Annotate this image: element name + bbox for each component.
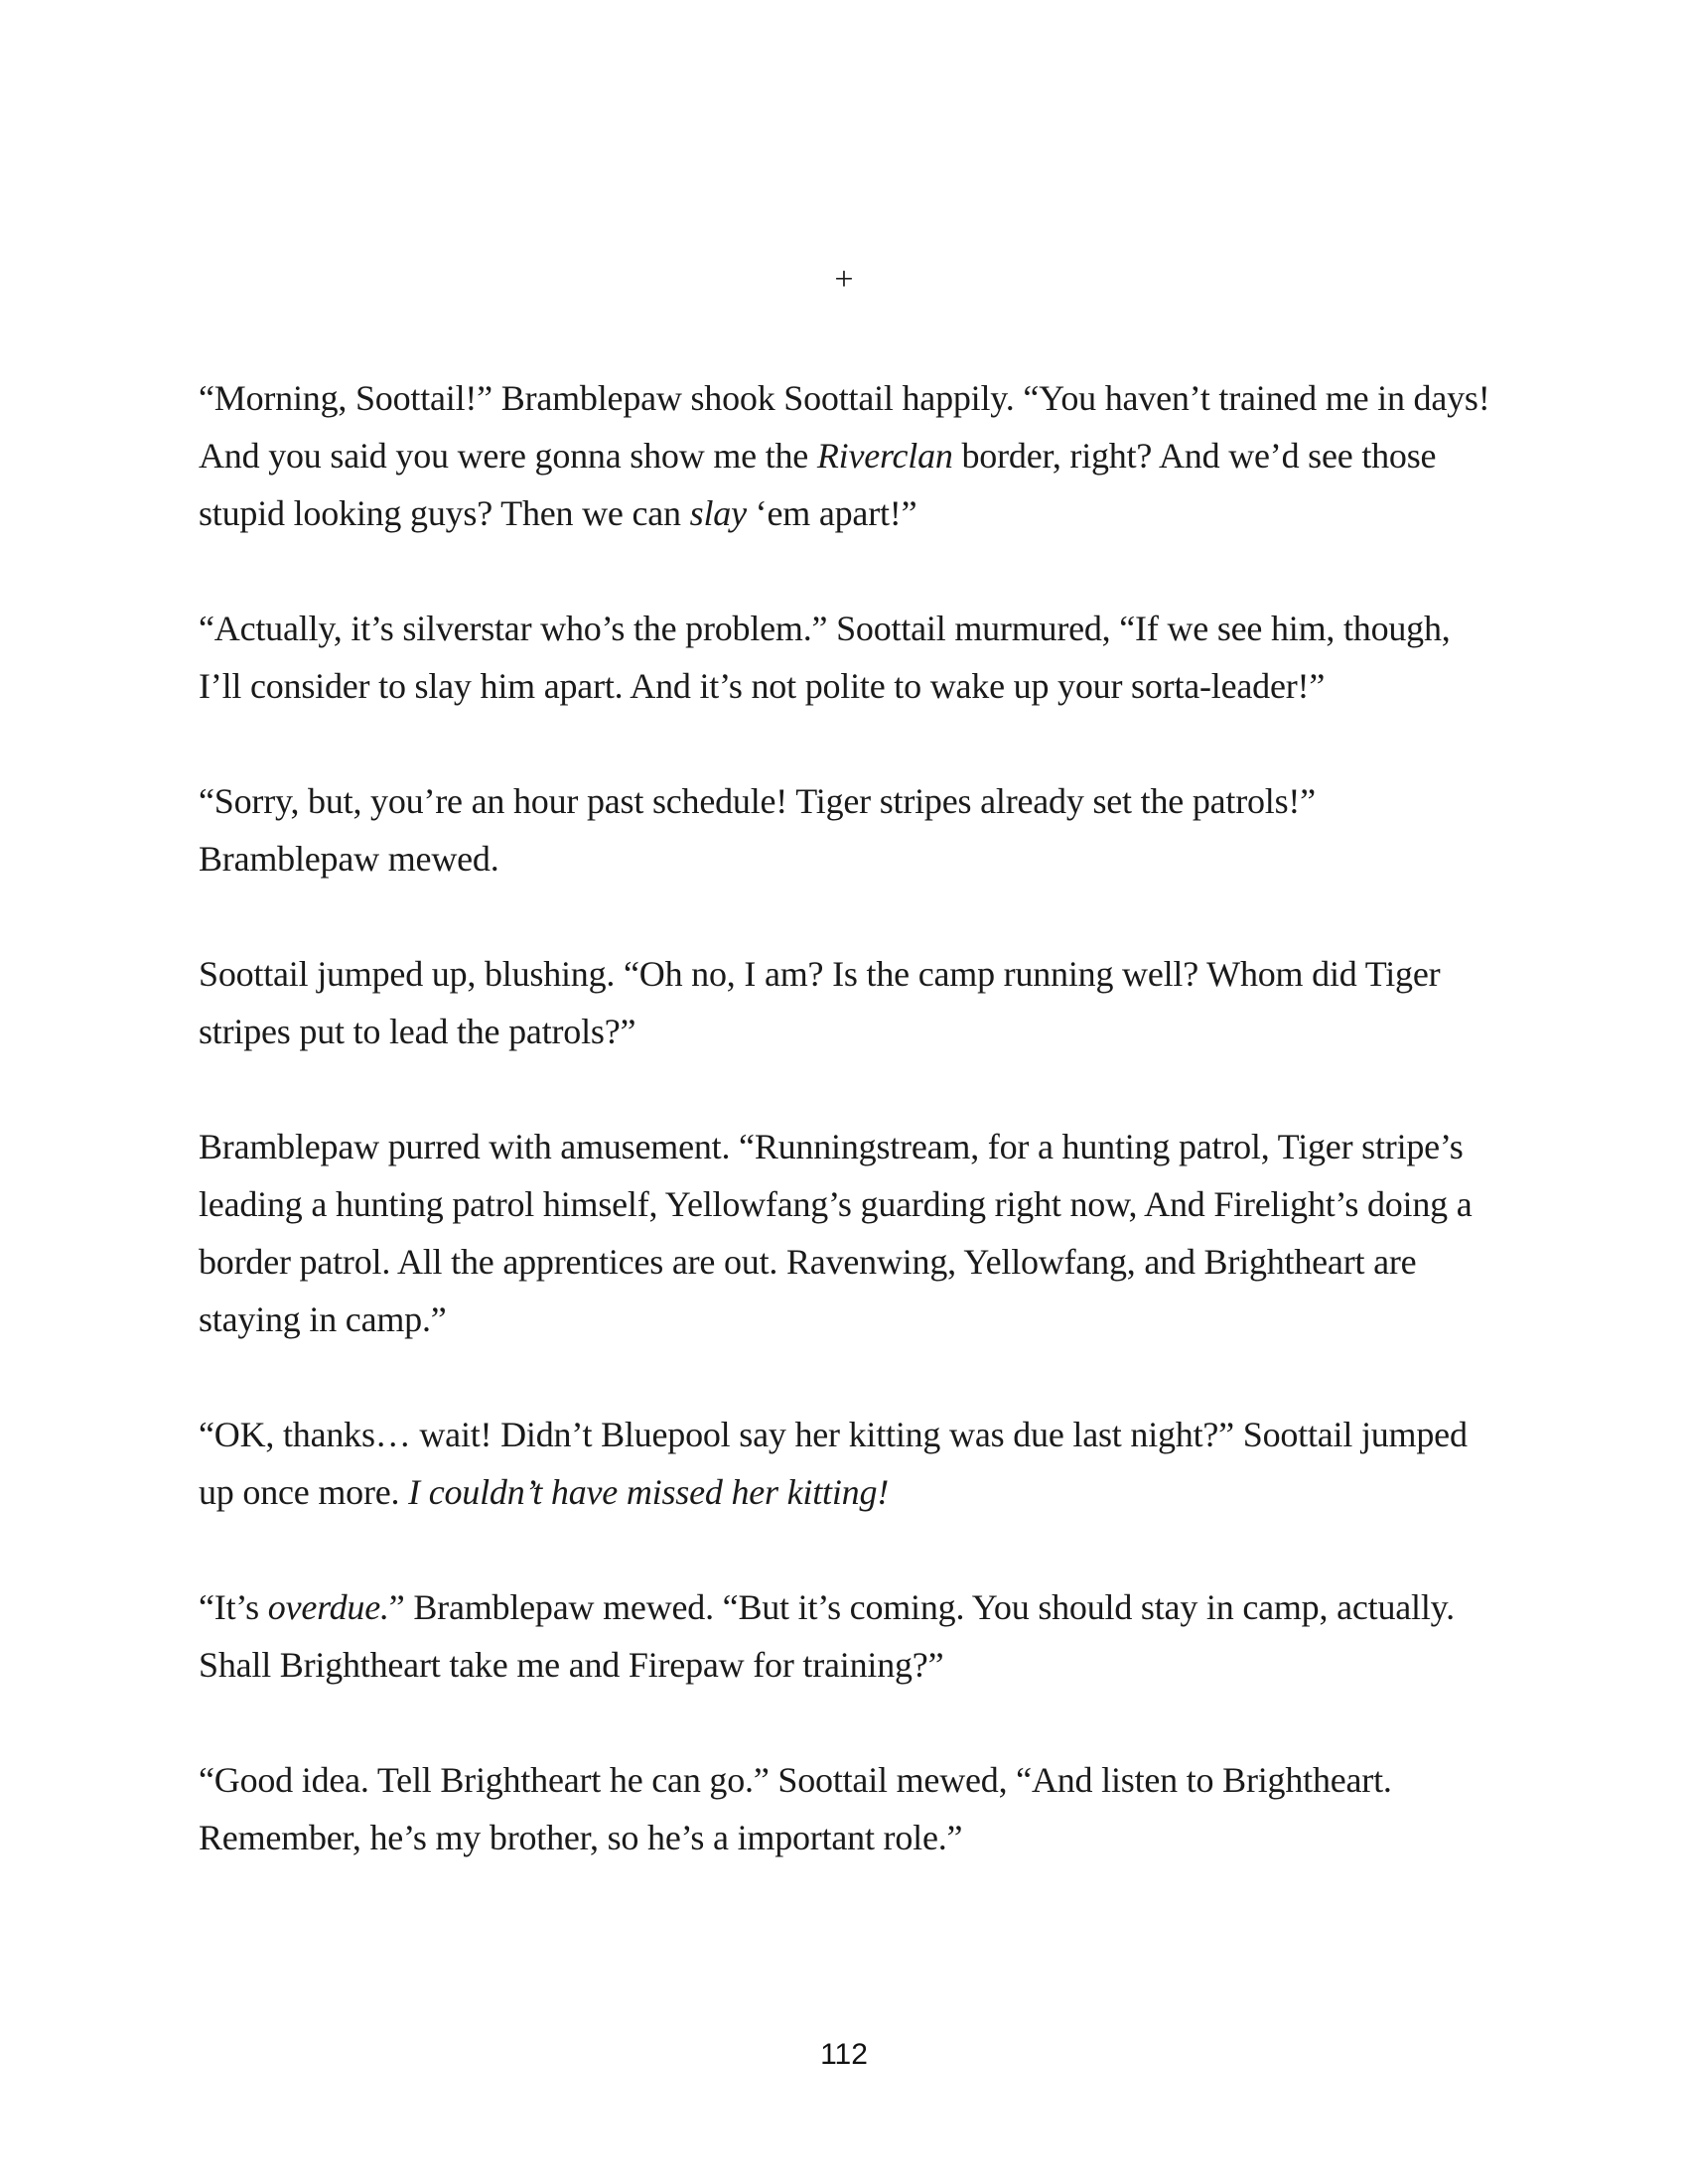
paragraph-6-part-a: “OK, thanks… wait! Didn’t Bluepool say her kitting was due last night?” Soottail jumped up once more. (199, 1415, 1468, 1512)
paragraph-1-italic-riverclan: Riverclan (816, 436, 953, 476)
paragraph-1-italic-slay: slay (689, 493, 747, 533)
paragraph-6 (199, 1406, 1499, 1521)
page-number: 112 (820, 2038, 868, 2071)
paragraph-1 (199, 369, 1499, 542)
paragraph-5: Bramblepaw purred with amusement. “Runningstream, for a hunting patrol, Tiger stripe’s leading a hunting patrol himself, Yellowfang’s guarding right now, And Firelight’s doing a border patrol. All the apprentices are out. Ravenwing, Yellowfang, and Brightheart are staying in camp.” (199, 1127, 1473, 1339)
paragraph-1-part-b: border, right? And we’d see those stupid looking guys? Then we can (199, 436, 1437, 533)
paragraph-7-part-a: “It’s (199, 1587, 268, 1627)
story-body (199, 369, 1499, 1924)
paragraph-1-part-a: “Morning, Soottail!” Bramblepaw shook Soottail happily. “You haven’t trained me in days! And you said you were gonna show me the (199, 378, 1490, 476)
paragraph-2: “Actually, it’s silverstar who’s the problem.” Soottail murmured, “If we see him, though, I’ll consider to slay him apart. And it’s not polite to wake up your sorta-leader!” (199, 609, 1451, 706)
paragraph-6-italic-thought: I couldn’t have missed her kitting! (408, 1472, 890, 1512)
paragraph-3: “Sorry, but, you’re an hour past schedule! Tiger stripes already set the patrols!” Bramblepaw mewed. (199, 781, 1316, 879)
paragraph-7-italic-overdue: overdue. (267, 1587, 389, 1627)
paragraph-8: “Good idea. Tell Brightheart he can go.” Soottail mewed, “And listen to Brightheart. Remember, he’s my brother, so he’s a important role.” (199, 1760, 1392, 1857)
section-break-marker: + (834, 261, 854, 298)
paragraph-7 (199, 1578, 1499, 1694)
paragraph-7-part-b: ” Bramblepaw mewed. “But it’s coming. You should stay in camp, actually. Shall Brightheart take me and Firepaw for training?” (199, 1587, 1455, 1685)
paragraph-1-part-c: ‘em apart!” (746, 493, 917, 533)
paragraph-4: Soottail jumped up, blushing. “Oh no, I am? Is the camp running well? Whom did Tiger stripes put to lead the patrols?” (199, 954, 1441, 1051)
